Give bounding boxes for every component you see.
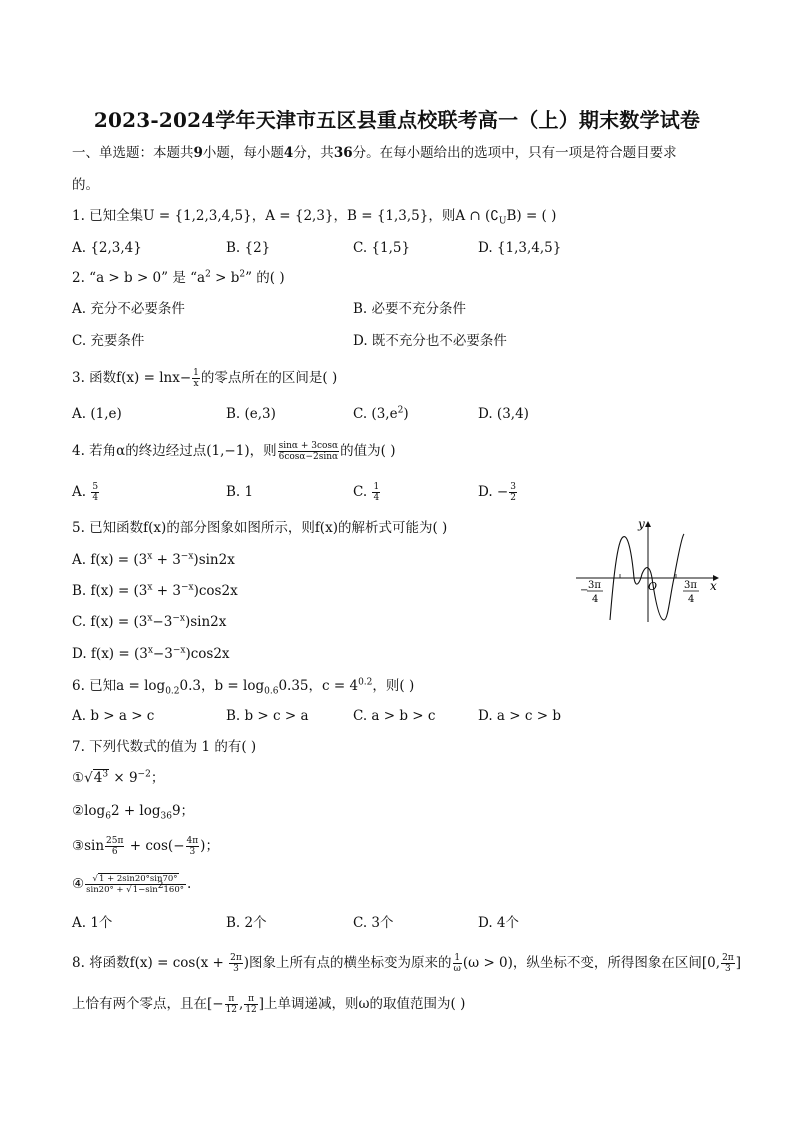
y-axis-label: y: [638, 517, 645, 531]
question-3-stem: 3. 函数f(x) = lnx− $\frac{1}{x}$ 的零点所在的区间是( ): [72, 368, 338, 389]
q6-option-c: C. a > b > c: [353, 708, 436, 724]
right-tick-num: 3π: [684, 580, 697, 591]
q4-option-a: A. $\frac{5}{4}$: [72, 482, 99, 503]
q7-item-2: $②\log_62 + \log_{36}9$；: [72, 803, 195, 822]
q4-option-d: D. − $\frac{3}{2}$: [478, 482, 516, 503]
instr-count: 9: [193, 145, 203, 161]
q5-option-d: D. $f(x) = (3^x-3^{-x})\cos 2x$: [72, 645, 230, 662]
x-axis-label: x: [710, 579, 717, 593]
q5-option-a: A. $f(x) = (3^x + 3^{-x})\sin 2x$: [72, 551, 235, 568]
instr-text: 一、单选题：本题共: [72, 145, 194, 161]
q1-option-a: A. {2,3,4}: [72, 240, 142, 256]
question-7-stem: 7. 下列代数式的值为 1 的有( ): [72, 739, 257, 755]
right-tick-den: 4: [688, 594, 695, 605]
q1-option-b: B. {2}: [226, 240, 271, 256]
left-tick-den: 4: [592, 594, 599, 605]
section-instructions-cont: 的。: [72, 177, 99, 193]
question-8-stem: 8. 将函数f(x) = cos(x + $\frac{2\pi}{3}$ )图象上所有点的横坐标变为原来的 $\frac{1}{\omega}$ (ω > 0)，纵坐标不变，所得图象在区间[0, $\frac{2\pi}{3}$ ]: [72, 953, 742, 974]
q5-option-b: B. $f(x) = (3^x + 3^{-x})\cos 2x$: [72, 582, 238, 599]
q1-option-d: D. {1,3,4,5}: [478, 240, 562, 256]
question-2-stem: 2. “a > b > 0” 是 “$a^2 > b^2$” 的( ): [72, 269, 285, 286]
q7-option-c: C. 3个: [353, 915, 394, 931]
question-4-stem: 4. 若角α的终边经过点(1,−1)，则 $\frac{\sin\alpha + 3\cos\alpha}{6\cos\alpha-2\sin\alpha}$ 的值为( ): [72, 441, 396, 462]
instr-text: 分。在每小题给出的选项中，只有一项是符合题目要求: [352, 145, 677, 161]
q7-item-3: ③sin $\frac{25\pi}{6}$ + cos(− $\frac{4\pi}{3}$ )；: [72, 836, 219, 857]
fraction: $\frac{1}{x}$: [193, 368, 199, 389]
question-6-stem: 6. 已知$a = \log_{0.2}0.3$，$b = \log_{0.6}0.35$，$c = 4^{0.2}$，则( ): [72, 677, 415, 697]
q7-item-1: $①√4^3 \times 9^{-2}$；: [72, 769, 165, 786]
instr-total: 36: [333, 145, 353, 161]
q6-option-d: D. a > c > b: [478, 708, 561, 724]
q1-option-c: C. {1,5}: [353, 240, 411, 256]
q3-option-c: C. $(3,e^2)$: [353, 405, 409, 422]
origin-label: O: [648, 580, 658, 593]
q3-option-a: A. (1,e): [72, 406, 122, 422]
question-8-stem-cont: 上恰有两个零点，且在[− $\frac{\pi}{12}$ , $\frac{\pi}{12}$ ]上单调递减，则ω的取值范围为( ): [72, 994, 466, 1015]
instr-text: 分，共: [293, 145, 334, 161]
q2-option-a: A. 充分不必要条件: [72, 301, 185, 317]
q4-option-b: B. 1: [226, 484, 254, 500]
q3-option-b: B. (e,3): [226, 406, 276, 422]
fraction: $\frac{\sin\alpha + 3\cos\alpha}{6\cos\alpha-2\sin\alpha}$: [278, 441, 339, 462]
instr-points: 4: [283, 145, 294, 161]
q2-option-d: D. 既不充分也不必要条件: [353, 333, 507, 349]
question-1-stem: 1. 已知全集U = {1,2,3,4,5}，A = {2,3}，B = {1,3,5}，则A ∩ $(∁_UB)$ = ( ): [72, 208, 557, 227]
q2-option-b: B. 必要不充分条件: [353, 301, 467, 317]
q6-option-a: A. b > a > c: [72, 708, 155, 724]
q7-option-d: D. 4个: [478, 915, 520, 931]
function-graph: [572, 516, 722, 626]
left-tick-num: 3π: [588, 580, 601, 591]
q7-item-4: ④ $\frac{√1 + 2\sin 20^\circ\sin 70^\circ}{\sin 20^\circ + √1-\sin^2160^\circ}$ .: [72, 874, 192, 895]
function-curve: [610, 534, 684, 620]
q4-option-c: C. $\frac{1}{4}$: [353, 482, 380, 503]
question-5-stem: 5. 已知函数f(x)的部分图象如图所示，则f(x)的解析式可能为( ): [72, 520, 448, 536]
q7-option-a: A. 1个: [72, 915, 113, 931]
q2-option-c: C. 充要条件: [72, 333, 145, 349]
q5-option-c: C. $f(x) = (3^x-3^{-x})\sin 2x$: [72, 613, 227, 630]
q7-option-b: B. 2个: [226, 915, 267, 931]
q6-option-b: B. b > c > a: [226, 708, 309, 724]
section-instructions: [72, 143, 677, 163]
q3-option-d: D. (3,4): [478, 406, 529, 422]
left-tick-sign: −: [580, 585, 589, 596]
page-title: 2023-2024学年天津市五区县重点校联考高一（上）期末数学试卷: [93, 108, 701, 132]
instr-text: 小题，每小题: [202, 145, 284, 161]
